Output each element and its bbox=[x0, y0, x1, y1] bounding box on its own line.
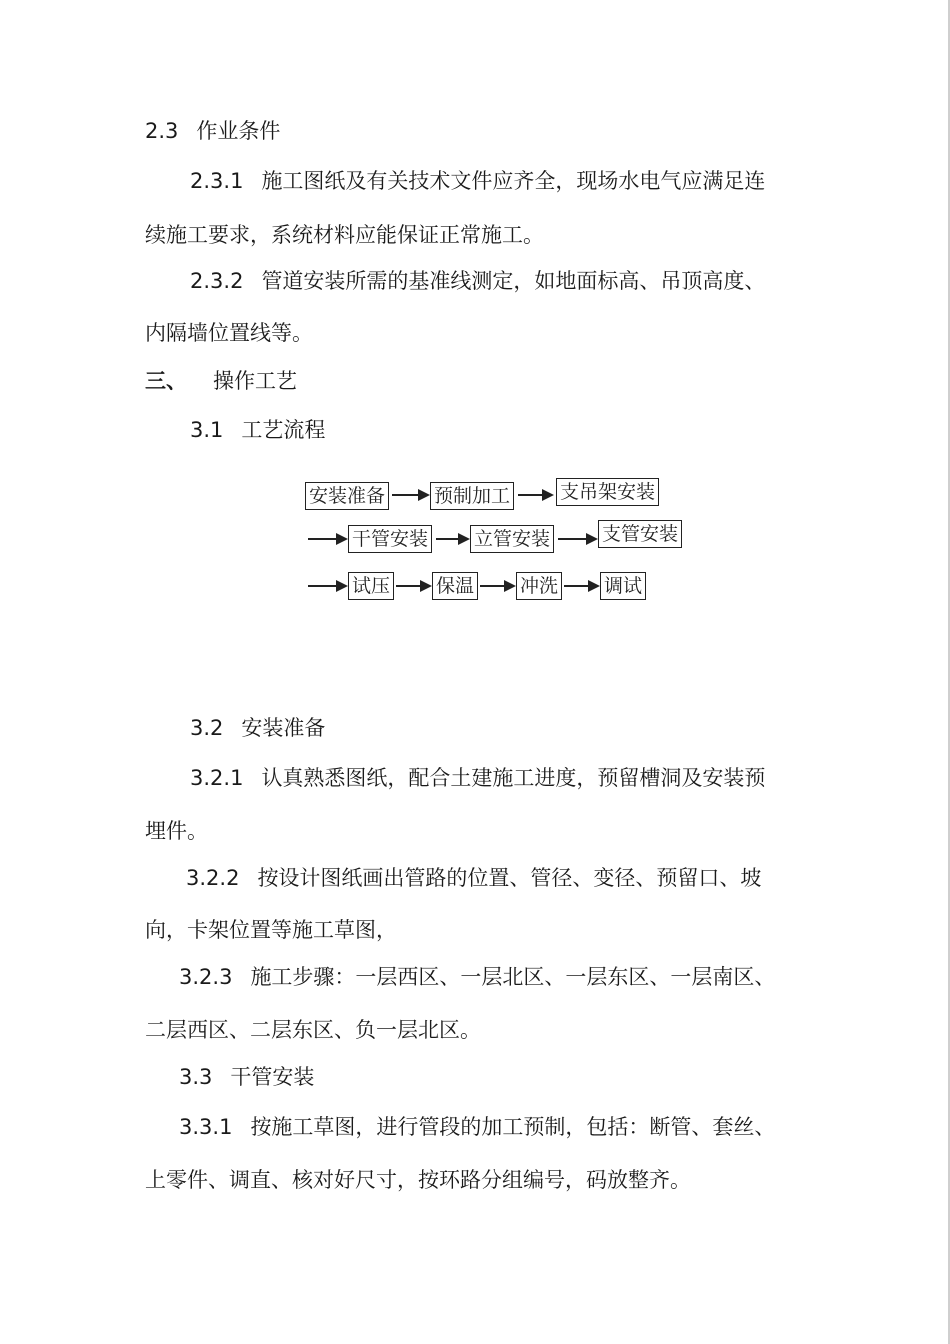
flow-arrow bbox=[308, 585, 346, 587]
flow-step: 立管安装 bbox=[470, 525, 554, 553]
para-3-2-1-line2: 埋件。 bbox=[145, 819, 208, 843]
flow-step: 调试 bbox=[600, 572, 646, 600]
para-2-3-1-line1: 2.3.1 施工图纸及有关技术文件应齐全，现场水电气应满足连 bbox=[190, 169, 766, 193]
process-flow-diagram bbox=[300, 470, 690, 605]
heading-2-3: 2.3 作业条件 bbox=[145, 119, 281, 143]
flow-step: 干管安装 bbox=[348, 525, 432, 553]
flow-arrow bbox=[518, 494, 552, 496]
para-2-3-2-line1: 2.3.2 管道安装所需的基准线测定，如地面标高、吊顶高度、 bbox=[190, 269, 766, 293]
heading-3-2: 3.2 安装准备 bbox=[190, 716, 326, 740]
para-3-3-1-line2: 上零件、调直、核对好尺寸，按环路分组编号，码放整齐。 bbox=[145, 1168, 691, 1192]
flow-arrow bbox=[436, 538, 468, 540]
para-3-2-1-line1: 3.2.1 认真熟悉图纸，配合土建施工进度，预留槽洞及安装预 bbox=[190, 766, 766, 790]
flow-step: 试压 bbox=[348, 572, 394, 600]
flow-step: 预制加工 bbox=[430, 482, 514, 510]
heading-3: 三、 操作工艺 bbox=[145, 369, 297, 393]
para-2-3-2-line2: 内隔墙位置线等。 bbox=[145, 321, 313, 345]
flow-step: 支管安装 bbox=[598, 520, 682, 548]
flow-arrow bbox=[392, 494, 428, 496]
para-2-3-1-line2: 续施工要求，系统材料应能保证正常施工。 bbox=[145, 223, 544, 247]
flow-step: 安装准备 bbox=[305, 482, 389, 510]
para-3-3-1-line1: 3.3.1 按施工草图，进行管段的加工预制，包括：断管、套丝、 bbox=[179, 1115, 776, 1139]
para-3-2-2-line2: 向，卡架位置等施工草图， bbox=[145, 918, 397, 942]
flow-step: 保温 bbox=[432, 572, 478, 600]
para-3-2-2-line1: 3.2.2 按设计图纸画出管路的位置、管径、变径、预留口、坡 bbox=[186, 866, 762, 890]
flow-arrow bbox=[480, 585, 514, 587]
flow-step: 支吊架安装 bbox=[556, 478, 659, 506]
heading-3-3: 3.3 干管安装 bbox=[179, 1065, 315, 1089]
flow-arrow bbox=[308, 538, 346, 540]
flow-arrow bbox=[396, 585, 430, 587]
para-3-2-3-line2: 二层西区、二层东区、负一层北区。 bbox=[145, 1018, 481, 1042]
flow-arrow bbox=[558, 538, 596, 540]
flow-arrow bbox=[564, 585, 598, 587]
flow-step: 冲洗 bbox=[516, 572, 562, 600]
para-3-2-3-line1: 3.2.3 施工步骤：一层西区、一层北区、一层东区、一层南区、 bbox=[179, 965, 776, 989]
heading-3-1: 3.1 工艺流程 bbox=[190, 418, 326, 442]
